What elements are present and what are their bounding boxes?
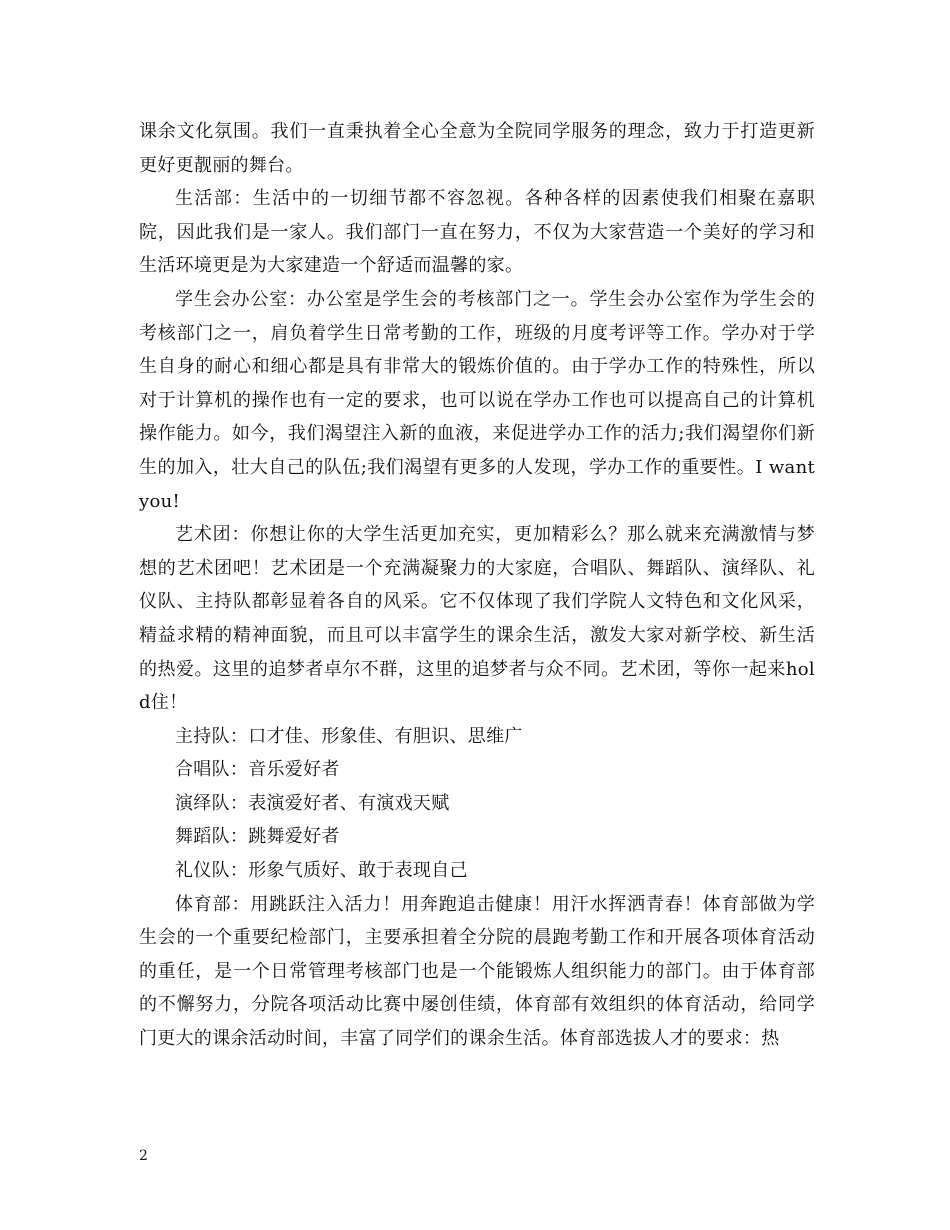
paragraph-life-department: 生活部：生活中的一切细节都不容忽视。各种各样的因素使我们相聚在嘉职院，因此我们是一家人。我们部门一直在努力，不仅为大家营造一个美好的学习和生活环境更是为大家建造一个舒适而温馨的家。 [139,188,815,277]
page-number: 2 [139,1148,148,1164]
document-body [139,115,815,1056]
list-item-dance-team: 舞蹈队：跳舞爱好者 [175,826,340,848]
paragraph-student-union-office: 学生会办公室：办公室是学生会的考核部门之一。学生会办公室作为学生会的考核部门之一，肩负着学生日常考勤的工作，班级的月度考评等工作。学办对于学生自身的耐心和细心都是具有非常大的锻炼价值的。由于学办工作的特殊性，所以对于计算机的操作也有一定的要求，也可以说在学办工作也可以提高自己的计算机操作能力。如今，我们渴望注入新的血液，来促进学办工作的活力;我们渴望你们新生的加入，壮大自己的队伍;我们渴望有更多的人发现，学办工作的重要性。I want you! [139,288,815,512]
paragraph-sports-department: 体育部：用跳跃注入活力！用奔跑追击健康！用汗水挥洒青春！体育部做为学生会的一个重要纪检部门，主要承担着全分院的晨跑考勤工作和开展各项体育活动的重任，是一个日常管理考核部门也是一个能锻炼人组织能力的部门。由于体育部的不懈努力，分院各项活动比赛中屡创佳绩，体育部有效组织的体育活动，给同学门更大的课余活动时间，丰富了同学们的课余生活。体育部选拔人才的要求：热 [139,893,815,1050]
list-item-etiquette-team: 礼仪队：形象气质好、敢于表现自己 [175,860,468,882]
list-item-performance-team: 演绎队：表演爱好者、有演戏天赋 [175,792,450,814]
list-item-hosting-team: 主持队：口才佳、形象佳、有胆识、思维广 [175,725,523,747]
list-item-choir-team: 合唱队：音乐爱好者 [175,759,340,781]
paragraph-continuation: 课余文化氛围。我们一直秉执着全心全意为全院同学服务的理念，致力于打造更新更好更靓丽的舞台。 [139,121,815,176]
paragraph-art-troupe: 艺术团：你想让你的大学生活更加充实，更加精彩么？那么就来充满激情与梦想的艺术团吧！艺术团是一个充满凝聚力的大家庭，合唱队、舞蹈队、演绎队、礼仪队、主持队都彰显着各自的风采。它不仅体现了我们学院人文特色和文化风采，精益求精的精神面貌，而且可以丰富学生的课余生活，激发大家对新学校、新生活的热爱。这里的追梦者卓尔不群，这里的追梦者与众不同。艺术团，等你一起来hold住！ [139,524,815,714]
